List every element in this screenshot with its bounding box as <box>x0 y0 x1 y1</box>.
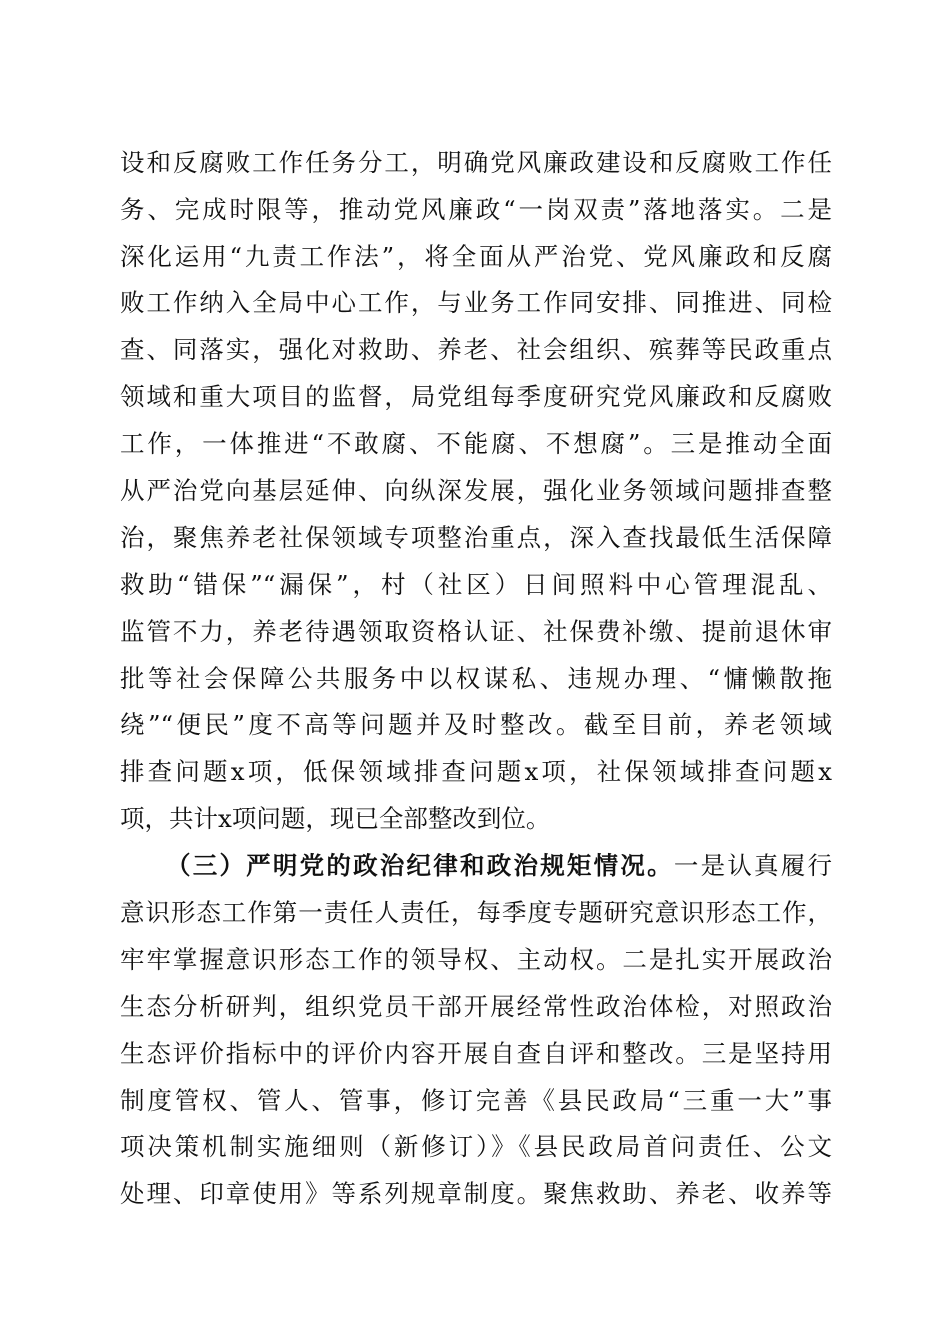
text-line: 绕”“便民”度不高等问题并及时整改。截至目前，养老领域 <box>120 710 832 739</box>
text-line: 工作，一体推进“不敢腐、不能腐、不想腐”。三是推动全面 <box>120 429 832 458</box>
text-line: 败工作纳入全局中心工作，与业务工作同安排、同推进、同检 <box>120 288 832 317</box>
text-line: 从严治党向基层延伸、向纵深发展，强化业务领域问题排查整 <box>120 476 832 505</box>
section-heading: （三）严明党的政治纪律和政治规矩情况。 <box>166 851 674 880</box>
text-line: 务、完成时限等，推动党风廉政“一岗双责”落地落实。二是 <box>120 195 832 224</box>
text-line: 处理、印章使用》等系列规章制度。聚焦救助、养老、收养等 <box>120 1179 832 1208</box>
text-line: 项，共计x项问题，现已全部整改到位。 <box>120 804 551 833</box>
text-line: 牢牢掌握意识形态工作的领导权、主动权。二是扎实开展政治 <box>120 945 832 974</box>
text-line: 深化运用“九责工作法”，将全面从严治党、党风廉政和反腐 <box>120 242 832 271</box>
text-line: 项决策机制实施细则（新修订）》《县民政局首问责任、公文 <box>120 1132 832 1161</box>
text-line: 生态分析研判，组织党员干部开展经常性政治体检，对照政治 <box>120 992 832 1021</box>
paragraph-first-line <box>166 846 832 886</box>
text-line: 设和反腐败工作任务分工，明确党风廉政建设和反腐败工作任 <box>120 148 832 177</box>
text-line: 生态评价指标中的评价内容开展自查自评和整改。三是坚持用 <box>120 1039 832 1068</box>
text-line: 领域和重大项目的监督，局党组每季度研究党风廉政和反腐败 <box>120 382 832 411</box>
text-line: 查、同落实，强化对救助、养老、社会组织、殡葬等民政重点 <box>120 335 832 364</box>
text-line: 救助“错保”“漏保”，村（社区）日间照料中心管理混乱、 <box>120 570 832 599</box>
text-line: 监管不力，养老待遇领取资格认证、社保费补缴、提前退休审 <box>120 617 832 646</box>
text-line: 治，聚焦养老社保领域专项整治重点，深入查找最低生活保障 <box>120 523 832 552</box>
text-line: 排查问题x项，低保领域排查问题x项，社保领域排查问题x <box>120 757 832 786</box>
text-span: 一是认真履行 <box>673 851 833 880</box>
text-line: 意识形态工作第一责任人责任，每季度专题研究意识形态工作， <box>120 898 832 927</box>
text-line: 批等社会保障公共服务中以权谋私、违规办理、“慵懒散拖 <box>120 664 832 693</box>
text-line: 制度管权、管人、管事，修订完善《县民政局“三重一大”事 <box>120 1086 832 1115</box>
